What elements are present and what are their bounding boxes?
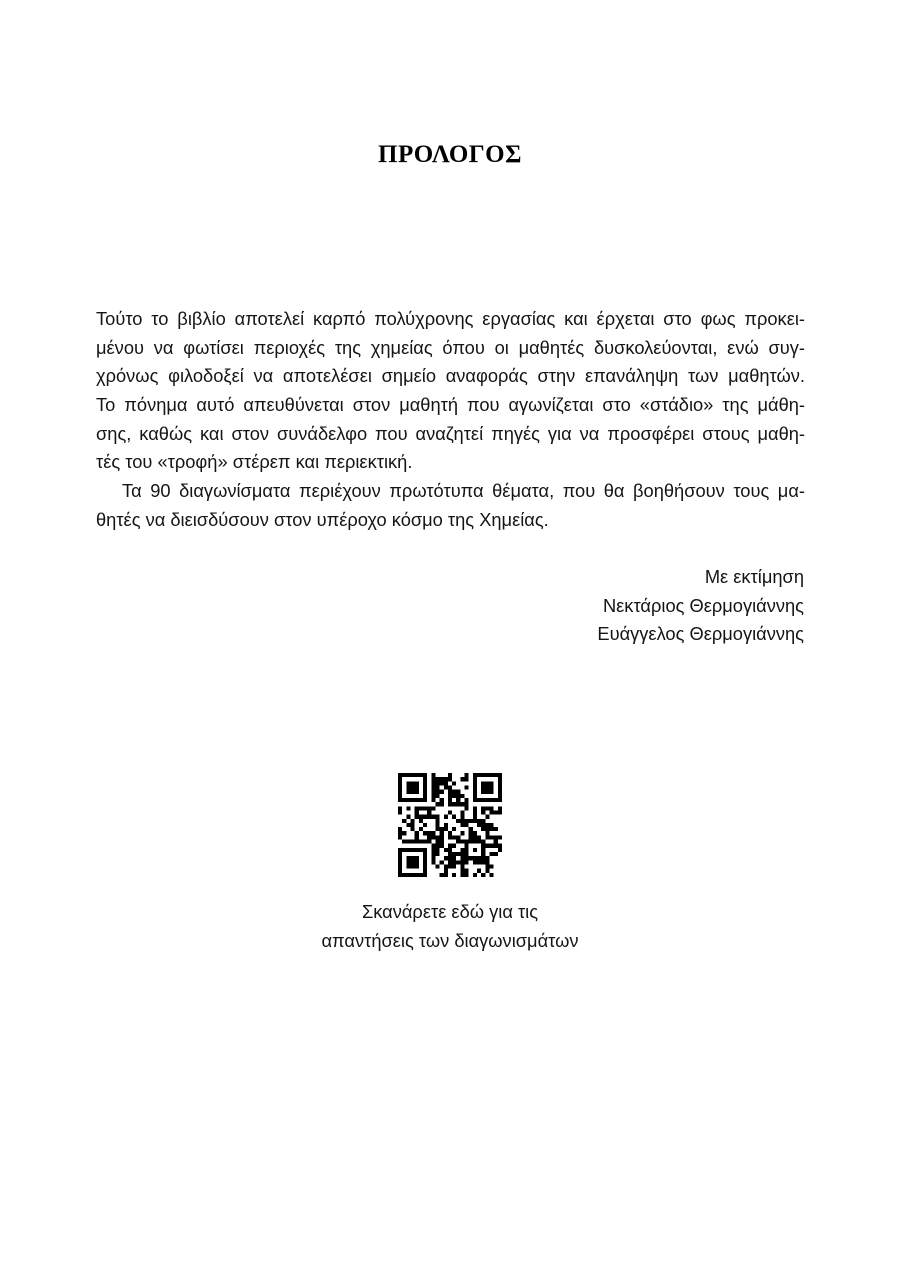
qr-caption [0, 897, 900, 955]
qr-code-graphic [398, 773, 502, 877]
text-line: Τα 90 διαγωνίσματα περιέχουν πρωτότυπα θέματα, που θα βοηθήσουν τους μα- [122, 480, 805, 502]
caption-line: απαντήσεις των διαγωνισμάτων [321, 930, 579, 951]
text-line: Τούτο το βιβλίο αποτελεί καρπό πολύχρονης εργασίας και έρχεται στο φως προκει- [96, 308, 805, 329]
text-line: Το πόνημα αυτό απευθύνεται στον μαθητή που αγωνίζεται στο «στάδιο» της μάθη- [96, 394, 805, 416]
prologue-body [96, 305, 805, 535]
caption-line: Σκανάρετε εδώ για τις [361, 901, 539, 922]
text-line: σης, καθώς και στον συνάδελφο που αναζητεί πηγές για να προσφέρει στους μαθη- [96, 422, 805, 444]
paragraph-1 [96, 305, 805, 477]
qr-code-icon[interactable] [398, 773, 502, 877]
signature-block [597, 563, 804, 649]
text-line: τές του «τροφή» στέρεπ και περιεκτική. [96, 451, 413, 473]
signature-closing: Με εκτίμηση [704, 566, 804, 587]
text-line: μένου να φωτίσει περιοχές της χημείας όπου οι μαθητές δυσκολεύονται, ενώ συγ- [96, 336, 805, 358]
author-name: Ευάγγελος Θερμογιάννης [597, 623, 804, 644]
text-line: χρόνως φιλοδοξεί να αποτελέσει σημείο αναφοράς στην επανάληψη των μαθητών. [96, 365, 805, 387]
paragraph-2 [96, 477, 805, 534]
page-title: ΠΡΟΛΟΓΟΣ [378, 141, 522, 168]
text-line: θητές να διεισδύσουν στον υπέροχο κόσμο της Χημείας. [96, 508, 549, 530]
author-name: Νεκτάριος Θερμογιάννης [602, 594, 804, 616]
